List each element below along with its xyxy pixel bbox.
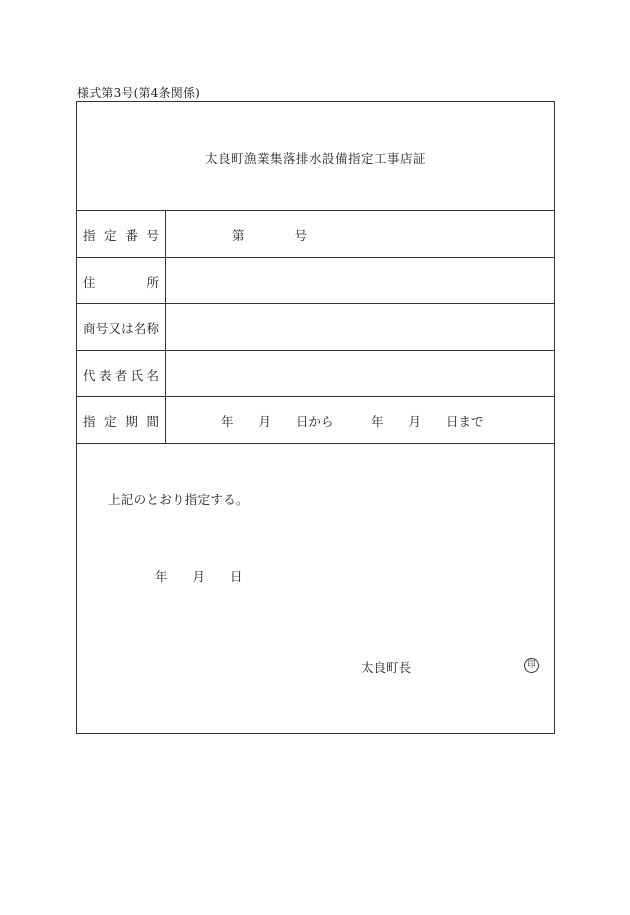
label-char: 又 bbox=[108, 321, 121, 336]
certificate-title: 太良町漁業集落排水設備指定工事店証 bbox=[204, 151, 426, 166]
trade-name-label bbox=[83, 319, 159, 337]
label-char: 間 bbox=[146, 414, 159, 429]
label-char: 号 bbox=[146, 228, 159, 243]
address-label bbox=[83, 273, 159, 291]
label-char: 代 bbox=[83, 368, 96, 383]
label-char: 号 bbox=[95, 321, 109, 336]
designation-number-value: 第 号 bbox=[232, 228, 308, 243]
label-column-divider bbox=[165, 210, 166, 443]
label-char: 期 bbox=[125, 414, 138, 429]
label-char: 所 bbox=[146, 275, 159, 290]
divider-line bbox=[77, 210, 554, 211]
label-char: 氏 bbox=[130, 368, 144, 383]
seal-icon: 印 bbox=[524, 658, 539, 673]
label-char: 表 bbox=[98, 368, 112, 383]
label-char: は bbox=[121, 321, 134, 336]
divider-line bbox=[77, 396, 554, 397]
label-char: 番 bbox=[125, 228, 138, 243]
designation-period-label bbox=[83, 412, 159, 430]
label-char: 住 bbox=[83, 275, 96, 290]
label-char: 指 bbox=[83, 228, 96, 243]
divider-line bbox=[77, 257, 554, 258]
divider-line bbox=[77, 443, 554, 444]
designation-period-value: 年 月 日から 年 月 日まで bbox=[221, 414, 484, 429]
divider-line bbox=[77, 303, 554, 304]
label-char: 名 bbox=[146, 368, 159, 383]
label-char: 定 bbox=[104, 228, 117, 243]
representative-name-label bbox=[83, 366, 159, 384]
label-char: 商 bbox=[83, 321, 96, 336]
label-char: 称 bbox=[146, 321, 159, 336]
label-char: 者 bbox=[114, 368, 128, 383]
label-char: 定 bbox=[104, 414, 117, 429]
certificate-frame bbox=[76, 101, 555, 734]
label-char: 指 bbox=[83, 414, 96, 429]
issuer-title: 太良町長 bbox=[361, 660, 412, 675]
issue-date: 年 月 日 bbox=[155, 569, 243, 584]
label-char: 名 bbox=[133, 321, 147, 336]
designation-number-label bbox=[83, 226, 159, 244]
divider-line bbox=[77, 350, 554, 351]
form-number-label: 様式第3号(第4条関係) bbox=[77, 86, 201, 100]
designation-statement: 上記のとおり指定する。 bbox=[108, 492, 249, 507]
